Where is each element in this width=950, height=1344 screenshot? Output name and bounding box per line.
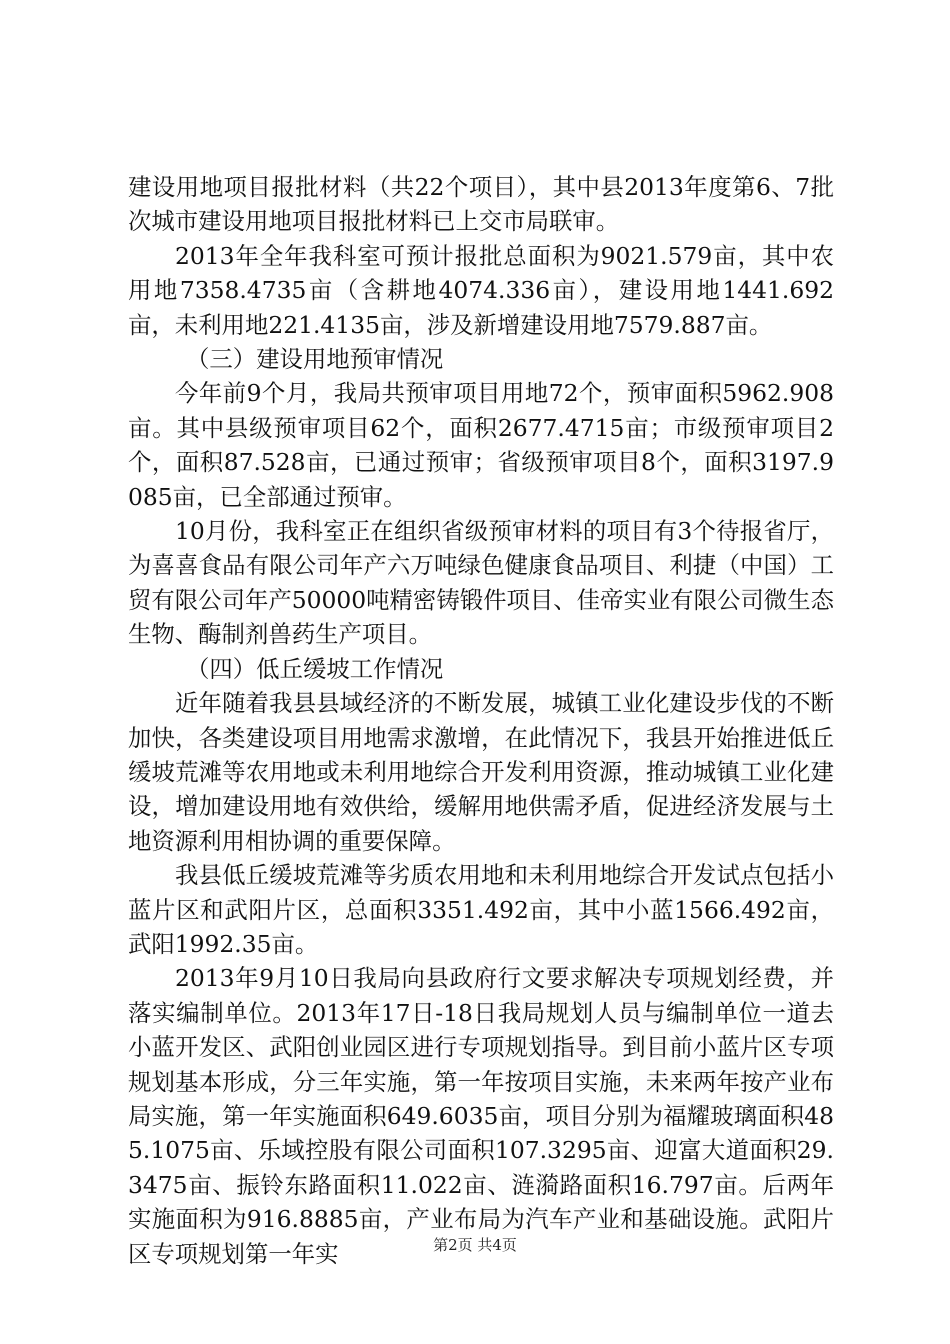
paragraph-gentle-slope-background: 近年随着我县县域经济的不断发展，城镇工业化建设步伐的不断加快，各类建设项目用地需求激增，在此情况下，我县开始推进低丘缓坡荒滩等农用地或未利用地综合开发利用资源，推动城镇工业化建设，增加建设用地有效供给，缓解用地供需矛盾，促进经济发展与土地资源利用相协调的重要保障。	[128, 689, 834, 855]
section-heading-pre-review: （三）建设用地预审情况	[186, 345, 444, 374]
paragraph-pilot-areas: 我县低丘缓坡荒滩等劣质农用地和未利用地综合开发试点包括小蓝片区和武阳片区，总面积3351.492亩，其中小蓝1566.492亩，武阳1992.35亩。	[128, 861, 834, 958]
paragraph-total-approval-area: 2013年全年我科室可预计报批总面积为9021.579亩，其中农用地7358.4735亩（含耕地4074.336亩），建设用地1441.692亩，未利用地221.4135亩，涉及新增建设用地7579.887亩。	[128, 241, 834, 339]
document-body	[128, 170, 834, 1271]
paragraph-special-planning: 2013年9月10日我局向县政府行文要求解决专项规划经费，并落实编制单位。2013年17日-18日我局规划人员与编制单位一道去小蓝开发区、武阳创业园区进行专项规划指导。到目前小蓝片区专项规划基本形成，分三年实施，第一年按项目实施，未来两年按产业布局实施，第一年实施面积649.6035亩，项目分别为福耀玻璃面积485.1075亩、乐域控股有限公司面积107.3295亩、迎富大道面积29.3475亩、振铃东路面积11.022亩、涟漪路面积16.797亩。后两年实施面积为916.8885亩，产业布局为汽车产业和基础设施。武阳片区专项规划第一年实	[128, 964, 834, 1268]
paragraph-pre-review-summary: 今年前9个月，我局共预审项目用地72个，预审面积5962.908亩。其中县级预审项目62个，面积2677.4715亩；市级预审项目2个，面积87.528亩，已通过预审；省级预审项目8个，面积3197.9085亩，已全部通过预审。	[128, 379, 834, 511]
section-heading-gentle-slope: （四）低丘缓坡工作情况	[186, 654, 444, 683]
page-number-footer: 第2页 共4页	[433, 1236, 517, 1254]
paragraph-continuation: 建设用地项目报批材料（共22个项目），其中县2013年度第6、7批次城市建设用地项目报批材料已上交市局联审。	[128, 173, 834, 236]
paragraph-october-projects: 10月份，我科室正在组织省级预审材料的项目有3个待报省厅，为喜喜食品有限公司年产六万吨绿色健康食品项目、利捷（中国）工贸有限公司年产50000吨精密铸锻件项目、佳帝实业有限公司微生态生物、酶制剂兽药生产项目。	[128, 517, 834, 649]
